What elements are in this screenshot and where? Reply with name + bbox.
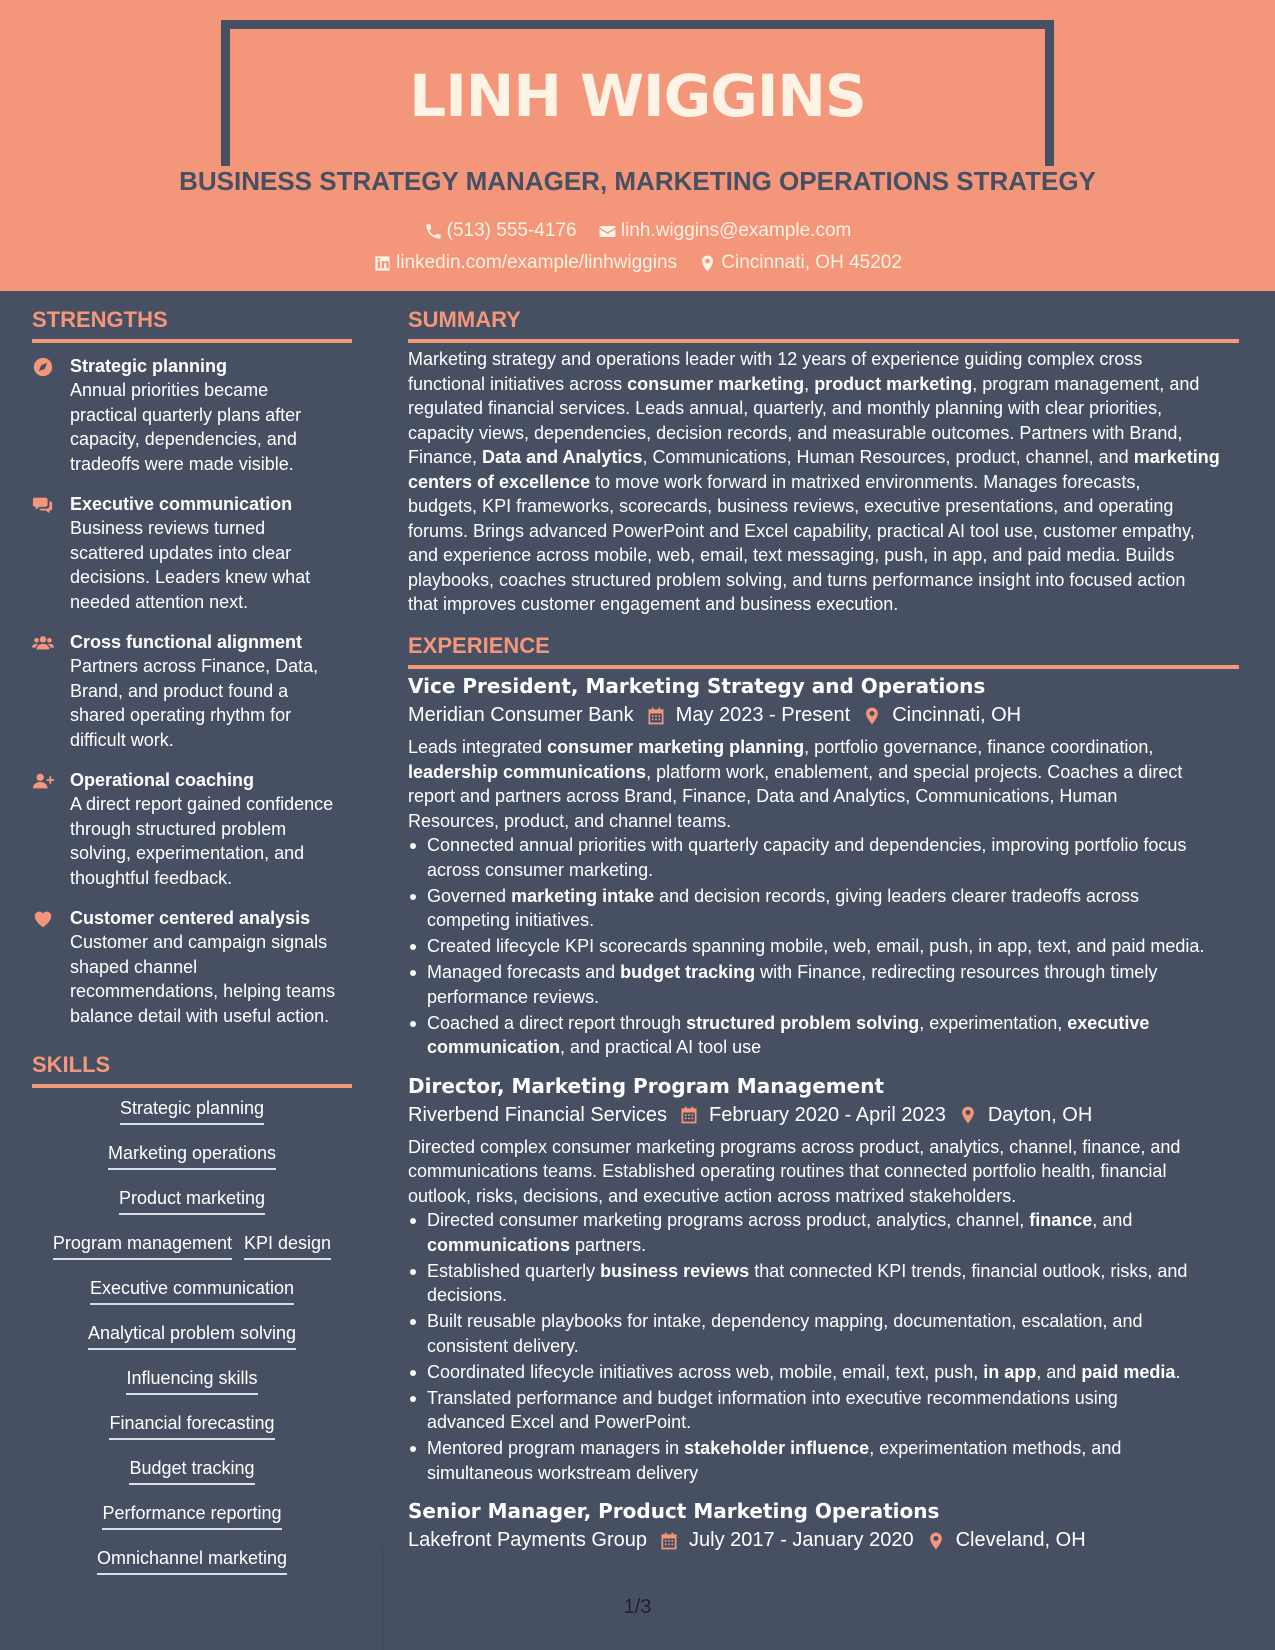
text-run: playbooks, coaches structured problem solving, and turns performance insight into focused action [408, 569, 1186, 590]
text-run: Coached a direct report through [427, 1012, 687, 1033]
job-description [408, 1135, 1239, 1209]
job-title: Vice President, Marketing Strategy and Operations [408, 674, 986, 698]
bold-text: Data and Analytics [482, 447, 643, 467]
summary-line [408, 421, 1239, 446]
job-title: Senior Manager, Product Marketing Operations [408, 1499, 940, 1523]
summary-line [408, 543, 1239, 568]
bullet-line [427, 934, 1239, 959]
strength-icon-wrap [32, 768, 70, 890]
strength-icon-wrap [32, 906, 70, 1028]
strength-icon-wrap [32, 492, 70, 614]
bold-text: budget tracking [620, 962, 756, 982]
phone-text: (513) 555-4176 [446, 220, 577, 241]
job-entry [408, 1074, 1239, 1486]
comments-icon [32, 494, 54, 516]
contact-email[interactable] [598, 220, 852, 242]
strength-body [70, 492, 310, 614]
text-run: , portfolio governance, finance coordination, [804, 737, 1154, 757]
strength-description-line: Customer and campaign signals [70, 932, 328, 952]
skill-tag: Omnichannel marketing [97, 1548, 287, 1575]
summary-line [408, 396, 1239, 421]
skill-row [32, 1323, 352, 1368]
strength-description-line: A direct report gained confidence [70, 794, 334, 814]
bold-text: structured problem solving [686, 1012, 920, 1033]
strength-item [32, 768, 352, 890]
text-run: Coordinated lifecycle initiatives across web, mobile, email, text, push, [427, 1361, 984, 1382]
strength-icon-wrap [32, 354, 70, 476]
text-run: , and practical AI tool use [560, 1037, 762, 1057]
strength-description-line: Partners across Finance, Data, [70, 656, 319, 676]
strength-description-line: needed attention next. [70, 591, 249, 612]
strength-description-line: practical quarterly plans after [70, 404, 302, 425]
contact-row-2 [0, 252, 1275, 279]
text-run: that connected KPI trends, financial outlook, risks, and [749, 1260, 1188, 1281]
email-text: linh.wiggins@example.com [620, 220, 852, 241]
strength-description-line: tradeoffs were made visible. [70, 453, 294, 474]
strength-body [70, 768, 333, 890]
job-location: Dayton, OH [987, 1103, 1093, 1126]
job-entry [408, 1499, 1239, 1552]
strength-description-line: Annual priorities became [70, 380, 269, 400]
text-run: advanced Excel and PowerPoint. [427, 1412, 692, 1432]
summary-line [408, 372, 1239, 397]
strength-title: Operational coaching [70, 770, 255, 790]
experience-list [408, 674, 1239, 1566]
job-company: Lakefront Payments Group [408, 1529, 648, 1551]
summary-line [408, 347, 1239, 372]
job-description-line [408, 784, 1239, 809]
bullet-line [427, 1334, 1239, 1359]
skills-list [32, 1098, 352, 1593]
job-description-line [408, 1159, 1239, 1184]
strengths-list [32, 354, 352, 1044]
text-run: simultaneous workstream delivery [427, 1462, 699, 1483]
summary-heading: SUMMARY [408, 307, 1239, 343]
bullet-line [427, 1233, 1239, 1258]
summary-line [408, 445, 1239, 470]
job-meta [408, 1529, 1239, 1552]
job-company: Meridian Consumer Bank [408, 704, 634, 726]
bullet-line [427, 960, 1239, 985]
bold-text: marketing intake [511, 885, 655, 906]
strength-icon-wrap [32, 630, 70, 752]
bullet-line [427, 908, 1239, 933]
bullet-line [427, 1309, 1239, 1334]
job-bullet [408, 884, 1239, 933]
text-run: Leads integrated [408, 737, 548, 757]
bold-text: centers of excellence [408, 471, 591, 492]
strength-item [32, 906, 352, 1028]
text-run: Managed forecasts and [427, 962, 621, 982]
job-dates: February 2020 - April 2023 [709, 1103, 946, 1126]
contact-location [698, 252, 902, 274]
text-run: to move work forward in matrixed environments. Manages forecasts, [590, 471, 1141, 492]
strength-title: Executive communication [70, 494, 293, 514]
bullet-line [427, 1035, 1239, 1060]
text-run: Translated performance and budget information into executive recommendations using [427, 1387, 1118, 1408]
job-bullet [408, 1208, 1239, 1257]
resume-header [0, 0, 1275, 291]
experience-heading: EXPERIENCE [408, 633, 1239, 669]
strength-description-line: shaped channel [70, 956, 198, 977]
bullet-line [427, 1461, 1239, 1486]
job-bullet [408, 1309, 1239, 1358]
skill-row [32, 1143, 352, 1188]
skill-row [32, 1188, 352, 1233]
text-run: partners. [570, 1234, 647, 1255]
contact-phone[interactable] [424, 220, 577, 242]
job-description-line [408, 735, 1239, 760]
text-run: capacity views, dependencies, decision records, and measurable outcomes. Partners with Brand, [408, 422, 1183, 443]
skill-row [32, 1413, 352, 1458]
bold-text: finance [1029, 1210, 1093, 1230]
text-run: , experimentation methods, and [869, 1438, 1122, 1458]
text-run: and experience across mobile, web, email, text messaging, push, in app, and paid media. Builds [408, 545, 1175, 565]
text-run: Marketing strategy and operations leader with 12 years of experience guiding complex cross [408, 349, 1143, 369]
bold-text: consumer marketing planning [547, 737, 805, 757]
skill-row [32, 1098, 352, 1143]
bold-text: communications [427, 1234, 571, 1255]
bullet-line [427, 1386, 1239, 1411]
text-run: that improves customer engagement and business execution. [408, 594, 899, 614]
strength-description-line: capacity, dependencies, and [70, 429, 297, 449]
strength-body [70, 354, 301, 476]
bold-text: leadership communications [408, 761, 647, 782]
strength-title: Strategic planning [70, 356, 228, 376]
job-description-line [408, 809, 1239, 834]
strength-description-line: Business reviews turned [70, 518, 266, 538]
strength-body [70, 630, 318, 752]
map-pin-icon [926, 1531, 946, 1551]
job-meta [408, 1104, 1239, 1127]
map-pin-icon [958, 1105, 978, 1125]
job-bullet [408, 934, 1239, 959]
text-run: , [804, 373, 815, 394]
contact-linkedin[interactable] [373, 252, 677, 274]
job-bullets [408, 833, 1239, 1060]
strength-description-line: thoughtful feedback. [70, 867, 233, 888]
text-run: communications teams. Established operating routines that connected portfolio health, financial [408, 1161, 1167, 1181]
strength-title: Cross functional alignment [70, 632, 303, 652]
skill-tag: Budget tracking [129, 1458, 254, 1485]
bold-text: stakeholder influence [684, 1438, 870, 1458]
text-run: Finance, [408, 447, 483, 467]
text-run: competing initiatives. [427, 910, 595, 930]
job-location: Cincinnati, OH [892, 704, 1022, 726]
job-location: Cleveland, OH [955, 1529, 1086, 1551]
summary-line [408, 568, 1239, 593]
skill-tag: Financial forecasting [109, 1413, 274, 1440]
job-description-line [408, 760, 1239, 785]
skill-tag: Performance reporting [102, 1503, 281, 1530]
users-icon [32, 632, 54, 654]
bold-text: in app [983, 1361, 1037, 1382]
summary-text [408, 347, 1239, 617]
text-run: regulated financial services. Leads annual, quarterly, and monthly planning with clear priorities, [408, 398, 1163, 418]
strength-description-line: scattered updates into clear [70, 542, 292, 563]
bullet-line [427, 1436, 1239, 1461]
text-run: Connected annual priorities with quarterly capacity and dependencies, improving portfolio focus [427, 835, 1187, 855]
text-run: . [1175, 1361, 1181, 1382]
strength-description-line: Brand, and product found a [70, 680, 289, 701]
bold-text: product marketing [814, 373, 973, 394]
text-run: Mentored program managers in [427, 1438, 685, 1458]
text-run: , and [1092, 1210, 1133, 1230]
skill-row [32, 1233, 352, 1278]
text-run: consistent delivery. [427, 1335, 579, 1356]
job-description-line [408, 1184, 1239, 1209]
text-run: report and partners across Brand, Finance, Data and Analytics, Communications, Human [408, 786, 1118, 806]
bullet-line [427, 884, 1239, 909]
job-entry [408, 674, 1239, 1060]
skill-tag: Executive communication [90, 1278, 294, 1305]
strength-description-line: decisions. Leaders knew what [70, 567, 311, 587]
strength-description-line: recommendations, helping teams [70, 981, 336, 1001]
skill-tag: Marketing operations [108, 1143, 276, 1170]
job-bullet [408, 1360, 1239, 1385]
strength-description-line: solving, experimentation, and [70, 843, 305, 863]
text-run: Directed consumer marketing programs across product, analytics, channel, [427, 1210, 1030, 1230]
calendar-icon [646, 706, 666, 726]
phone-icon [424, 222, 443, 241]
job-target-title: BUSINESS STRATEGY MANAGER, MARKETING OPERATIONS STRATEGY [179, 166, 1096, 196]
text-run: decisions. [427, 1285, 508, 1305]
strength-title: Customer centered analysis [70, 908, 311, 928]
job-bullet [408, 1011, 1239, 1060]
text-run: Created lifecycle KPI scorecards spanning mobile, web, email, push, in app, text, and paid media. [427, 936, 1205, 956]
job-bullet [408, 1386, 1239, 1435]
job-dates: July 2017 - January 2020 [689, 1529, 914, 1551]
skill-row [32, 1368, 352, 1413]
text-run: forums. Brings advanced PowerPoint and Excel capability, practical AI tool use, customer empathy, [408, 520, 1195, 541]
text-run: , platform work, enablement, and special projects. Coaches a direct [646, 761, 1183, 782]
text-run: , program management, and [972, 373, 1200, 394]
job-bullet [408, 833, 1239, 882]
compass-icon [32, 356, 54, 378]
bullet-line [427, 1208, 1239, 1233]
skill-tag: Product marketing [119, 1188, 265, 1215]
map-pin-icon [698, 254, 717, 273]
job-bullet [408, 960, 1239, 1009]
bold-text: communication [427, 1037, 561, 1057]
strengths-heading: STRENGTHS [32, 307, 352, 343]
text-run: , Communications, Human Resources, product, channel, and [642, 447, 1134, 467]
contact-row-1 [0, 220, 1275, 247]
bullet-line [427, 1360, 1239, 1385]
linkedin-text: linkedin.com/example/linhwiggins [396, 252, 678, 273]
calendar-icon [659, 1531, 679, 1551]
skill-tag: Program management [53, 1233, 232, 1260]
text-run: functional initiatives across [408, 373, 628, 394]
text-run: and decision records, giving leaders clearer tradeoffs across [654, 885, 1140, 906]
strength-item [32, 354, 352, 476]
user-plus-icon [32, 770, 54, 792]
job-description-line [408, 1135, 1239, 1160]
strength-description-line: shared operating rhythm for [70, 705, 292, 725]
summary-line [408, 470, 1239, 495]
job-company: Riverbend Financial Services [408, 1103, 668, 1126]
bold-text: executive [1067, 1012, 1150, 1033]
envelope-icon [598, 222, 617, 241]
text-run: with Finance, redirecting resources through timely [755, 962, 1158, 982]
text-run: Governed [427, 885, 512, 906]
skill-tag: KPI design [244, 1233, 331, 1260]
skill-row [32, 1548, 352, 1593]
candidate-name: LINH WIGGINS [409, 62, 866, 130]
skill-row [32, 1458, 352, 1503]
location-text: Cincinnati, OH 45202 [721, 252, 902, 273]
skill-tag: Strategic planning [120, 1098, 264, 1125]
text-run: budgets, KPI frameworks, scorecards, business reviews, executive presentations, and operating [408, 496, 1174, 516]
skill-tag: Analytical problem solving [88, 1323, 296, 1350]
linkedin-icon [373, 254, 392, 273]
text-run: Established quarterly [427, 1260, 601, 1281]
map-pin-icon [862, 706, 882, 726]
bold-text: paid media [1081, 1361, 1176, 1382]
job-bullet [408, 1259, 1239, 1308]
bullet-line [427, 1283, 1239, 1308]
job-dates: May 2023 - Present [675, 704, 851, 726]
strength-description-line: through structured problem [70, 818, 287, 839]
bullet-line [427, 1011, 1239, 1036]
bullet-line [427, 833, 1239, 858]
job-bullets [408, 1208, 1239, 1485]
strength-description-line: balance detail with useful action. [70, 1005, 330, 1026]
text-run: Resources, product, and channel teams. [408, 810, 732, 831]
text-run: across consumer marketing. [427, 859, 654, 880]
calendar-icon [679, 1105, 699, 1125]
text-run: performance reviews. [427, 986, 600, 1007]
summary-line [408, 494, 1239, 519]
strength-body [70, 906, 335, 1028]
text-run: outlook, risks, decisions, and executive action across matrixed stakeholders. [408, 1185, 1017, 1206]
bullet-line [427, 1259, 1239, 1284]
job-description [408, 735, 1239, 833]
strength-item [32, 630, 352, 752]
bold-text: business reviews [600, 1260, 750, 1281]
bullet-line [427, 985, 1239, 1010]
page-number: 1/3 [623, 1596, 652, 1618]
text-run: Built reusable playbooks for intake, dependency mapping, documentation, escalation, and [427, 1311, 1143, 1331]
heart-icon [32, 908, 54, 930]
job-meta [408, 704, 1239, 727]
summary-line [408, 592, 1239, 617]
text-run: , and [1036, 1361, 1082, 1382]
job-bullet [408, 1436, 1239, 1485]
text-run: , experimentation, [919, 1012, 1068, 1033]
skills-heading: SKILLS [32, 1052, 352, 1088]
summary-line [408, 519, 1239, 544]
bullet-line [427, 858, 1239, 883]
skill-row [32, 1503, 352, 1548]
job-title: Director, Marketing Program Management [408, 1073, 885, 1098]
skill-tag: Influencing skills [126, 1368, 257, 1395]
bold-text: consumer marketing [627, 373, 805, 394]
skill-row [32, 1278, 352, 1323]
text-run: Directed complex consumer marketing programs across product, analytics, channel, finance, and [408, 1136, 1181, 1157]
bold-text: marketing [1133, 447, 1220, 467]
bullet-line [427, 1410, 1239, 1435]
strength-description-line: difficult work. [70, 729, 174, 750]
strength-item [32, 492, 352, 614]
